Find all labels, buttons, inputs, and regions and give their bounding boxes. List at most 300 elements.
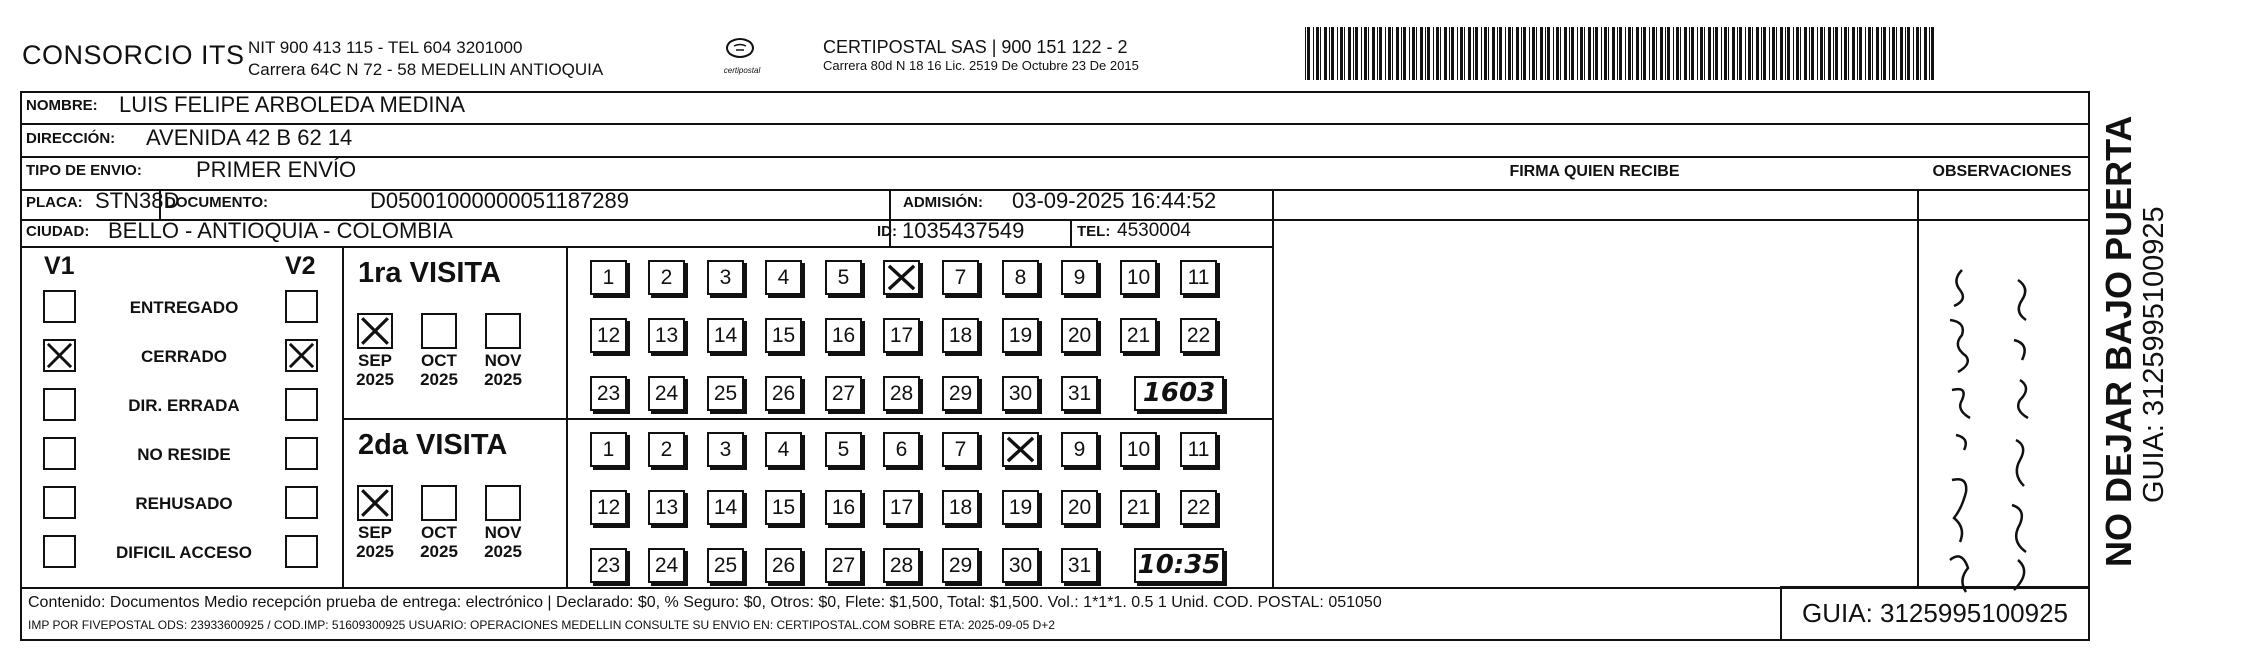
day-box[interactable]: 25 (707, 376, 744, 411)
barcode-bar (1796, 27, 1799, 80)
v2-header: V2 (285, 252, 316, 280)
status-v1-checkbox[interactable] (43, 535, 76, 568)
month-label (415, 351, 463, 389)
barcode-bar (1872, 27, 1873, 80)
month-label (351, 351, 399, 389)
barcode-bar (1852, 27, 1855, 80)
nombre-value: LUIS FELIPE ARBOLEDA MEDINA (119, 92, 466, 117)
ciudad-label: CIUDAD: (26, 223, 90, 240)
barcode-bar (1433, 27, 1434, 80)
day-box[interactable]: 3 (707, 432, 744, 467)
print-info-line: IMP POR FIVEPOSTAL ODS: 23933600925 / COD.IMP: 51609300925 USUARIO: OPERACIONES MEDELLIN CONSULTE SU ENVIO EN: CERTIPOSTAL.COM SOBRE ETA: 2025-09-05 D+2 (28, 618, 1055, 632)
company-info (248, 37, 603, 81)
barcode-bar (1697, 27, 1698, 80)
day-box[interactable]: 17 (883, 318, 920, 353)
barcode-bar (1916, 27, 1919, 80)
day-box[interactable]: 30 (1002, 548, 1039, 583)
barcode-bar (1427, 27, 1430, 80)
day-box[interactable]: 11 (1180, 432, 1217, 467)
id-label: ID: (877, 223, 897, 240)
day-box[interactable]: 2 (648, 260, 685, 295)
barcode-bar (1601, 27, 1602, 80)
day-box[interactable]: 23 (590, 548, 627, 583)
day-box[interactable]: 1 (590, 432, 627, 467)
day-box[interactable]: 28 (883, 376, 920, 411)
day-box[interactable]: 22 (1180, 490, 1217, 525)
barcode-bar (1924, 27, 1927, 80)
barcode-bar (1348, 27, 1351, 80)
day-box[interactable]: 29 (942, 548, 979, 583)
barcode-bar (1449, 27, 1450, 80)
barcode-bar (1523, 27, 1526, 80)
barcode-bar (1787, 27, 1790, 80)
day-box[interactable]: 2 (648, 432, 685, 467)
day-box[interactable]: 10 (1120, 432, 1157, 467)
month-name: OCT (421, 523, 457, 542)
barcode-bar (1708, 27, 1711, 80)
status-v1-checkbox[interactable] (43, 486, 76, 519)
day-box[interactable]: 26 (765, 548, 802, 583)
barcode-bar (1475, 27, 1478, 80)
company-name: CONSORCIO ITS (22, 40, 245, 70)
status-label: ENTREGADO (129, 298, 239, 317)
x-mark-icon (287, 341, 316, 370)
day-box[interactable]: 17 (883, 490, 920, 525)
tel-label: TEL: (1077, 223, 1111, 240)
barcode-bar (1388, 27, 1391, 80)
day-box[interactable]: 10 (1120, 260, 1157, 295)
barcode-bar (1931, 27, 1934, 80)
barcode-bar (1896, 27, 1897, 80)
status-v1-checkbox[interactable] (43, 290, 76, 323)
barcode-bar (1660, 27, 1663, 80)
placa-value: STN38D (95, 188, 180, 213)
barcode-bar (1905, 27, 1906, 80)
day-box[interactable]: 15 (765, 318, 802, 353)
barcode-bar (1556, 27, 1559, 80)
barcode-bar (1577, 27, 1578, 80)
month-checkbox[interactable] (485, 313, 521, 349)
barcode-bar (1868, 27, 1871, 80)
barcode-bar (1649, 27, 1650, 80)
barcode-bar (1835, 27, 1838, 80)
barcode-bar (1497, 27, 1498, 80)
barcode-bar (1859, 27, 1862, 80)
barcode-bar (1876, 27, 1879, 80)
barcode-bar (1516, 27, 1519, 80)
month-label (479, 523, 527, 561)
barcode-bar (1385, 27, 1386, 80)
day-box[interactable]: 9 (1061, 432, 1098, 467)
status-label: DIFICIL ACCESO (115, 543, 252, 562)
day-box[interactable]: 27 (825, 548, 862, 583)
instruction-vertical: NO DEJAR BAJO PUERTA (2098, 115, 2139, 567)
barcode-bar (1569, 27, 1570, 80)
certipostal-line1: CERTIPOSTAL SAS | 900 151 122 - 2 (823, 37, 1128, 57)
barcode-bar (1608, 27, 1609, 80)
barcode-bar (1785, 27, 1786, 80)
month-label (415, 523, 463, 561)
day-box[interactable]: 26 (765, 376, 802, 411)
day-box[interactable]: 19 (1002, 318, 1039, 353)
tel-value: 4530004 (1117, 220, 1191, 241)
barcode-bar (1724, 27, 1727, 80)
barcode-bar (1748, 27, 1751, 80)
barcode-bar (1492, 27, 1495, 80)
address-line: Carrera 64C N 72 - 58 MEDELLIN ANTIOQUIA (248, 60, 604, 79)
day-box[interactable]: 14 (707, 318, 744, 353)
barcode-bar (1488, 27, 1489, 80)
barcode-bar (1529, 27, 1530, 80)
x-mark-icon (1004, 434, 1037, 465)
barcode-bar (1540, 27, 1543, 80)
visit-time-box[interactable]: 1603 (1134, 376, 1224, 411)
day-box[interactable]: 11 (1180, 260, 1217, 295)
barcode-bar (1320, 27, 1321, 80)
day-box[interactable]: 31 (1061, 376, 1098, 411)
barcode-bar (1505, 27, 1506, 80)
day-box[interactable]: 19 (1002, 490, 1039, 525)
barcode-bar (1337, 27, 1338, 80)
day-box[interactable]: 16 (825, 490, 862, 525)
status-label: NO RESIDE (137, 445, 231, 464)
barcode-bar (1691, 27, 1694, 80)
month-label (351, 523, 399, 561)
barcode-bar (1756, 27, 1759, 80)
barcode-bar (1667, 27, 1670, 80)
barcode-bar (1425, 27, 1426, 80)
barcode-bar (1745, 27, 1746, 80)
day-box[interactable]: 27 (825, 376, 862, 411)
barcode-bar (1673, 27, 1674, 80)
v1-header: V1 (44, 252, 75, 280)
status-v2-checkbox[interactable] (285, 339, 318, 372)
barcode-bar (1564, 27, 1567, 80)
barcode-bar (1913, 27, 1914, 80)
barcode-bar (1761, 27, 1762, 80)
barcode-bar (1619, 27, 1622, 80)
day-box[interactable]: 5 (825, 432, 862, 467)
day-box[interactable]: 31 (1061, 548, 1098, 583)
day-box[interactable]: 6 (883, 432, 920, 467)
month-checkbox[interactable] (485, 485, 521, 521)
barcode-bar (1436, 27, 1439, 80)
barcode-bar (1680, 27, 1681, 80)
barcode-bar (1625, 27, 1626, 80)
id-value: 1035437549 (902, 218, 1025, 243)
barcode-bar (1379, 27, 1382, 80)
day-box[interactable]: 29 (942, 376, 979, 411)
barcode-bar (1481, 27, 1482, 80)
day-box[interactable]: 13 (648, 490, 685, 525)
barcode-bar (1560, 27, 1561, 80)
month-year: 2025 (484, 542, 522, 561)
x-mark-icon (45, 341, 74, 370)
x-mark-icon (359, 487, 391, 519)
day-box[interactable]: 21 (1120, 318, 1157, 353)
month-name: SEP (357, 351, 393, 370)
month-checkbox[interactable] (421, 485, 457, 521)
day-box[interactable]: 18 (942, 318, 979, 353)
barcode-bar (1353, 27, 1354, 80)
barcode-bar (1324, 27, 1327, 80)
barcode-bar (1811, 27, 1814, 80)
barcode-bar (1420, 27, 1423, 80)
barcode-bar (1804, 27, 1807, 80)
barcode-bar (1571, 27, 1574, 80)
barcode-bar (1499, 27, 1502, 80)
barcode-bar (1721, 27, 1722, 80)
barcode-bar (1800, 27, 1801, 80)
barcode-bar (1656, 27, 1657, 80)
barcode-bar (1828, 27, 1831, 80)
day-box[interactable]: 12 (590, 318, 627, 353)
barcode-bar (1676, 27, 1679, 80)
barcode-bar (1377, 27, 1378, 80)
barcode-bar (1409, 27, 1410, 80)
direccion-label: DIRECCIÓN: (26, 130, 116, 147)
barcode-bar (1929, 27, 1930, 80)
day-box[interactable]: 21 (1120, 490, 1157, 525)
barcode-bar (1584, 27, 1585, 80)
barcode-bar (1833, 27, 1834, 80)
status-label: DIR. ERRADA (128, 396, 240, 415)
day-box[interactable]: 28 (883, 548, 920, 583)
month-name: NOV (484, 523, 522, 542)
certipostal-line2: Carrera 80d N 18 16 Lic. 2519 De Octubre 23 De 2015 (823, 58, 1139, 73)
barcode-bar (1907, 27, 1910, 80)
barcode-bar (1684, 27, 1687, 80)
barcode-bar (1460, 27, 1463, 80)
barcode-bar (1595, 27, 1598, 80)
status-label: REHUSADO (135, 494, 233, 513)
month-checkbox[interactable] (357, 485, 393, 521)
barcode-bar (1451, 27, 1454, 80)
day-box[interactable]: 14 (707, 490, 744, 525)
day-box[interactable]: 24 (648, 376, 685, 411)
barcode-bar (1824, 27, 1825, 80)
barcode-bar (1817, 27, 1818, 80)
barcode-bar (1809, 27, 1810, 80)
day-box[interactable]: 25 (707, 548, 744, 583)
certipostal-info (823, 37, 1139, 73)
barcode-bar (1536, 27, 1537, 80)
documento-label: DOCUMENTO: (165, 194, 269, 211)
day-box[interactable]: 23 (590, 376, 627, 411)
day-box[interactable]: 20 (1061, 490, 1098, 525)
month-year: 2025 (420, 542, 458, 561)
logo-text: certipostal (723, 66, 761, 75)
barcode-bar (1464, 27, 1465, 80)
barcode-bar (1841, 27, 1842, 80)
barcode-bar (1484, 27, 1487, 80)
barcode-bar (1331, 27, 1334, 80)
barcode-bar (1580, 27, 1583, 80)
barcode-bar (1368, 27, 1369, 80)
day-box[interactable]: 7 (942, 432, 979, 467)
barcode-bar (1553, 27, 1554, 80)
barcode-bar (1772, 27, 1775, 80)
admision-label: ADMISIÓN: (903, 194, 983, 211)
barcode-bar (1316, 27, 1319, 80)
barcode-bar (1628, 27, 1631, 80)
contents-line: Contenido: Documentos Medio recepción prueba de entrega: electrónico | Declarado: $0, % Seguro: $0, Otros: $0, Flete: $1,500, Total: $1,500. Vol.: 1*1*1. 0.5 1 Unid. COD. POSTAL: 051050 (28, 594, 1382, 611)
barcode-bar (1361, 27, 1362, 80)
barcode-bar (1892, 27, 1895, 80)
barcode-bar (1416, 27, 1417, 80)
barcode-bar (1776, 27, 1777, 80)
guia-number: GUIA: 3125995100925 (1780, 586, 2090, 641)
day-box[interactable]: 12 (590, 490, 627, 525)
barcode-bar (1652, 27, 1655, 80)
documento-value: D05001000000051187289 (370, 188, 629, 213)
barcode-bar (1329, 27, 1330, 80)
barcode-bar (1865, 27, 1866, 80)
day-box[interactable]: 30 (1002, 376, 1039, 411)
month-year: 2025 (356, 542, 394, 561)
barcode-bar (1820, 27, 1823, 80)
barcode-bar (1412, 27, 1415, 80)
barcode-bar (1641, 27, 1642, 80)
barcode-bar (1632, 27, 1633, 80)
barcode-bar (1444, 27, 1447, 80)
barcode-bar (1763, 27, 1766, 80)
barcode-bar (1468, 27, 1471, 80)
barcode-bar (1881, 27, 1882, 80)
day-box[interactable]: 22 (1180, 318, 1217, 353)
ciudad-value: BELLO - ANTIOQUIA - COLOMBIA (108, 218, 453, 243)
day-box[interactable]: 18 (942, 490, 979, 525)
status-v1-checkbox[interactable] (43, 388, 76, 421)
day-box[interactable]: 8 (1002, 260, 1039, 295)
visit-time-box[interactable]: 10:35 (1134, 548, 1224, 583)
barcode-bar (1401, 27, 1402, 80)
month-checkbox[interactable] (421, 313, 457, 349)
barcode-bar (1403, 27, 1406, 80)
barcode-bar (1704, 27, 1705, 80)
day-box[interactable]: 13 (648, 318, 685, 353)
day-box[interactable]: 20 (1061, 318, 1098, 353)
barcode-bar (1732, 27, 1735, 80)
status-v2-checkbox[interactable] (285, 486, 318, 519)
barcode-bar (1593, 27, 1594, 80)
visit-title: 2da VISITA (358, 429, 508, 461)
barcode-bar (1532, 27, 1535, 80)
month-label (479, 351, 527, 389)
day-box[interactable]: 16 (825, 318, 862, 353)
barcode-bar (1769, 27, 1770, 80)
day-box[interactable]: 4 (765, 432, 802, 467)
barcode-bar (1728, 27, 1729, 80)
barcode-bar (1604, 27, 1607, 80)
x-mark-icon (359, 315, 391, 347)
barcode-bar (1715, 27, 1718, 80)
status-v1-checkbox[interactable] (43, 339, 76, 372)
barcode-bar (1844, 27, 1847, 80)
day-box[interactable]: 15 (765, 490, 802, 525)
barcode-bar (1392, 27, 1393, 80)
barcode-bar (1313, 27, 1314, 80)
barcode-bar (1355, 27, 1358, 80)
barcode-bar (1643, 27, 1646, 80)
day-box[interactable]: 7 (942, 260, 979, 295)
barcode-bar (1739, 27, 1742, 80)
barcode-bar (1547, 27, 1550, 80)
x-mark-icon (885, 262, 918, 293)
barcode-bar (1473, 27, 1474, 80)
visit-title: 1ra VISITA (358, 257, 501, 289)
observaciones-header: OBSERVACIONES (1932, 163, 2072, 180)
day-box[interactable]: 24 (648, 548, 685, 583)
barcode (1305, 27, 1937, 80)
observation-handwriting (1922, 260, 2062, 600)
day-box[interactable]: 9 (1061, 260, 1098, 295)
admision-value: 03-09-2025 16:44:52 (1012, 188, 1217, 213)
nombre-label: NOMBRE: (26, 97, 98, 114)
status-label: CERRADO (141, 347, 227, 366)
barcode-bar (1512, 27, 1513, 80)
barcode-bar (1700, 27, 1703, 80)
day-box[interactable] (1002, 432, 1039, 467)
tipo-envio-value: PRIMER ENVÍO (196, 157, 357, 182)
barcode-bar (1521, 27, 1522, 80)
month-name: OCT (421, 351, 457, 370)
month-name: NOV (484, 351, 522, 370)
barcode-bar (1457, 27, 1458, 80)
barcode-bar (1689, 27, 1690, 80)
barcode-bar (1793, 27, 1794, 80)
month-year: 2025 (484, 370, 522, 389)
day-box[interactable]: 5 (825, 260, 862, 295)
barcode-bar (1737, 27, 1738, 80)
month-year: 2025 (420, 370, 458, 389)
barcode-bar (1545, 27, 1546, 80)
status-v1-checkbox[interactable] (43, 437, 76, 470)
barcode-bar (1883, 27, 1886, 80)
barcode-bar (1508, 27, 1511, 80)
barcode-bar (1857, 27, 1858, 80)
barcode-bar (1364, 27, 1367, 80)
nit-line: NIT 900 413 115 - TEL 604 3201000 (248, 38, 523, 57)
day-box[interactable]: 1 (590, 260, 627, 295)
day-box[interactable]: 3 (707, 260, 744, 295)
day-box[interactable] (883, 260, 920, 295)
status-v2-checkbox[interactable] (285, 437, 318, 470)
barcode-bar (1305, 27, 1306, 80)
tipo-envio-label: TIPO DE ENVIO: (26, 162, 142, 179)
day-box[interactable]: 4 (765, 260, 802, 295)
firma-header: FIRMA QUIEN RECIBE (1509, 163, 1680, 180)
barcode-bar (1900, 27, 1903, 80)
month-year: 2025 (356, 370, 394, 389)
barcode-bar (1396, 27, 1399, 80)
barcode-bar (1307, 27, 1310, 80)
status-v2-checkbox[interactable] (285, 388, 318, 421)
placa-label: PLACA: (26, 194, 83, 211)
barcode-bar (1372, 27, 1375, 80)
month-checkbox[interactable] (357, 313, 393, 349)
barcode-bar (1665, 27, 1666, 80)
status-v2-checkbox[interactable] (285, 535, 318, 568)
direccion-value: AVENIDA 42 B 62 14 (146, 125, 353, 150)
month-name: SEP (357, 523, 393, 542)
barcode-bar (1440, 27, 1441, 80)
barcode-bar (1636, 27, 1639, 80)
barcode-bar (1780, 27, 1783, 80)
status-v2-checkbox[interactable] (285, 290, 318, 323)
barcode-bar (1889, 27, 1890, 80)
barcode-bar (1713, 27, 1714, 80)
